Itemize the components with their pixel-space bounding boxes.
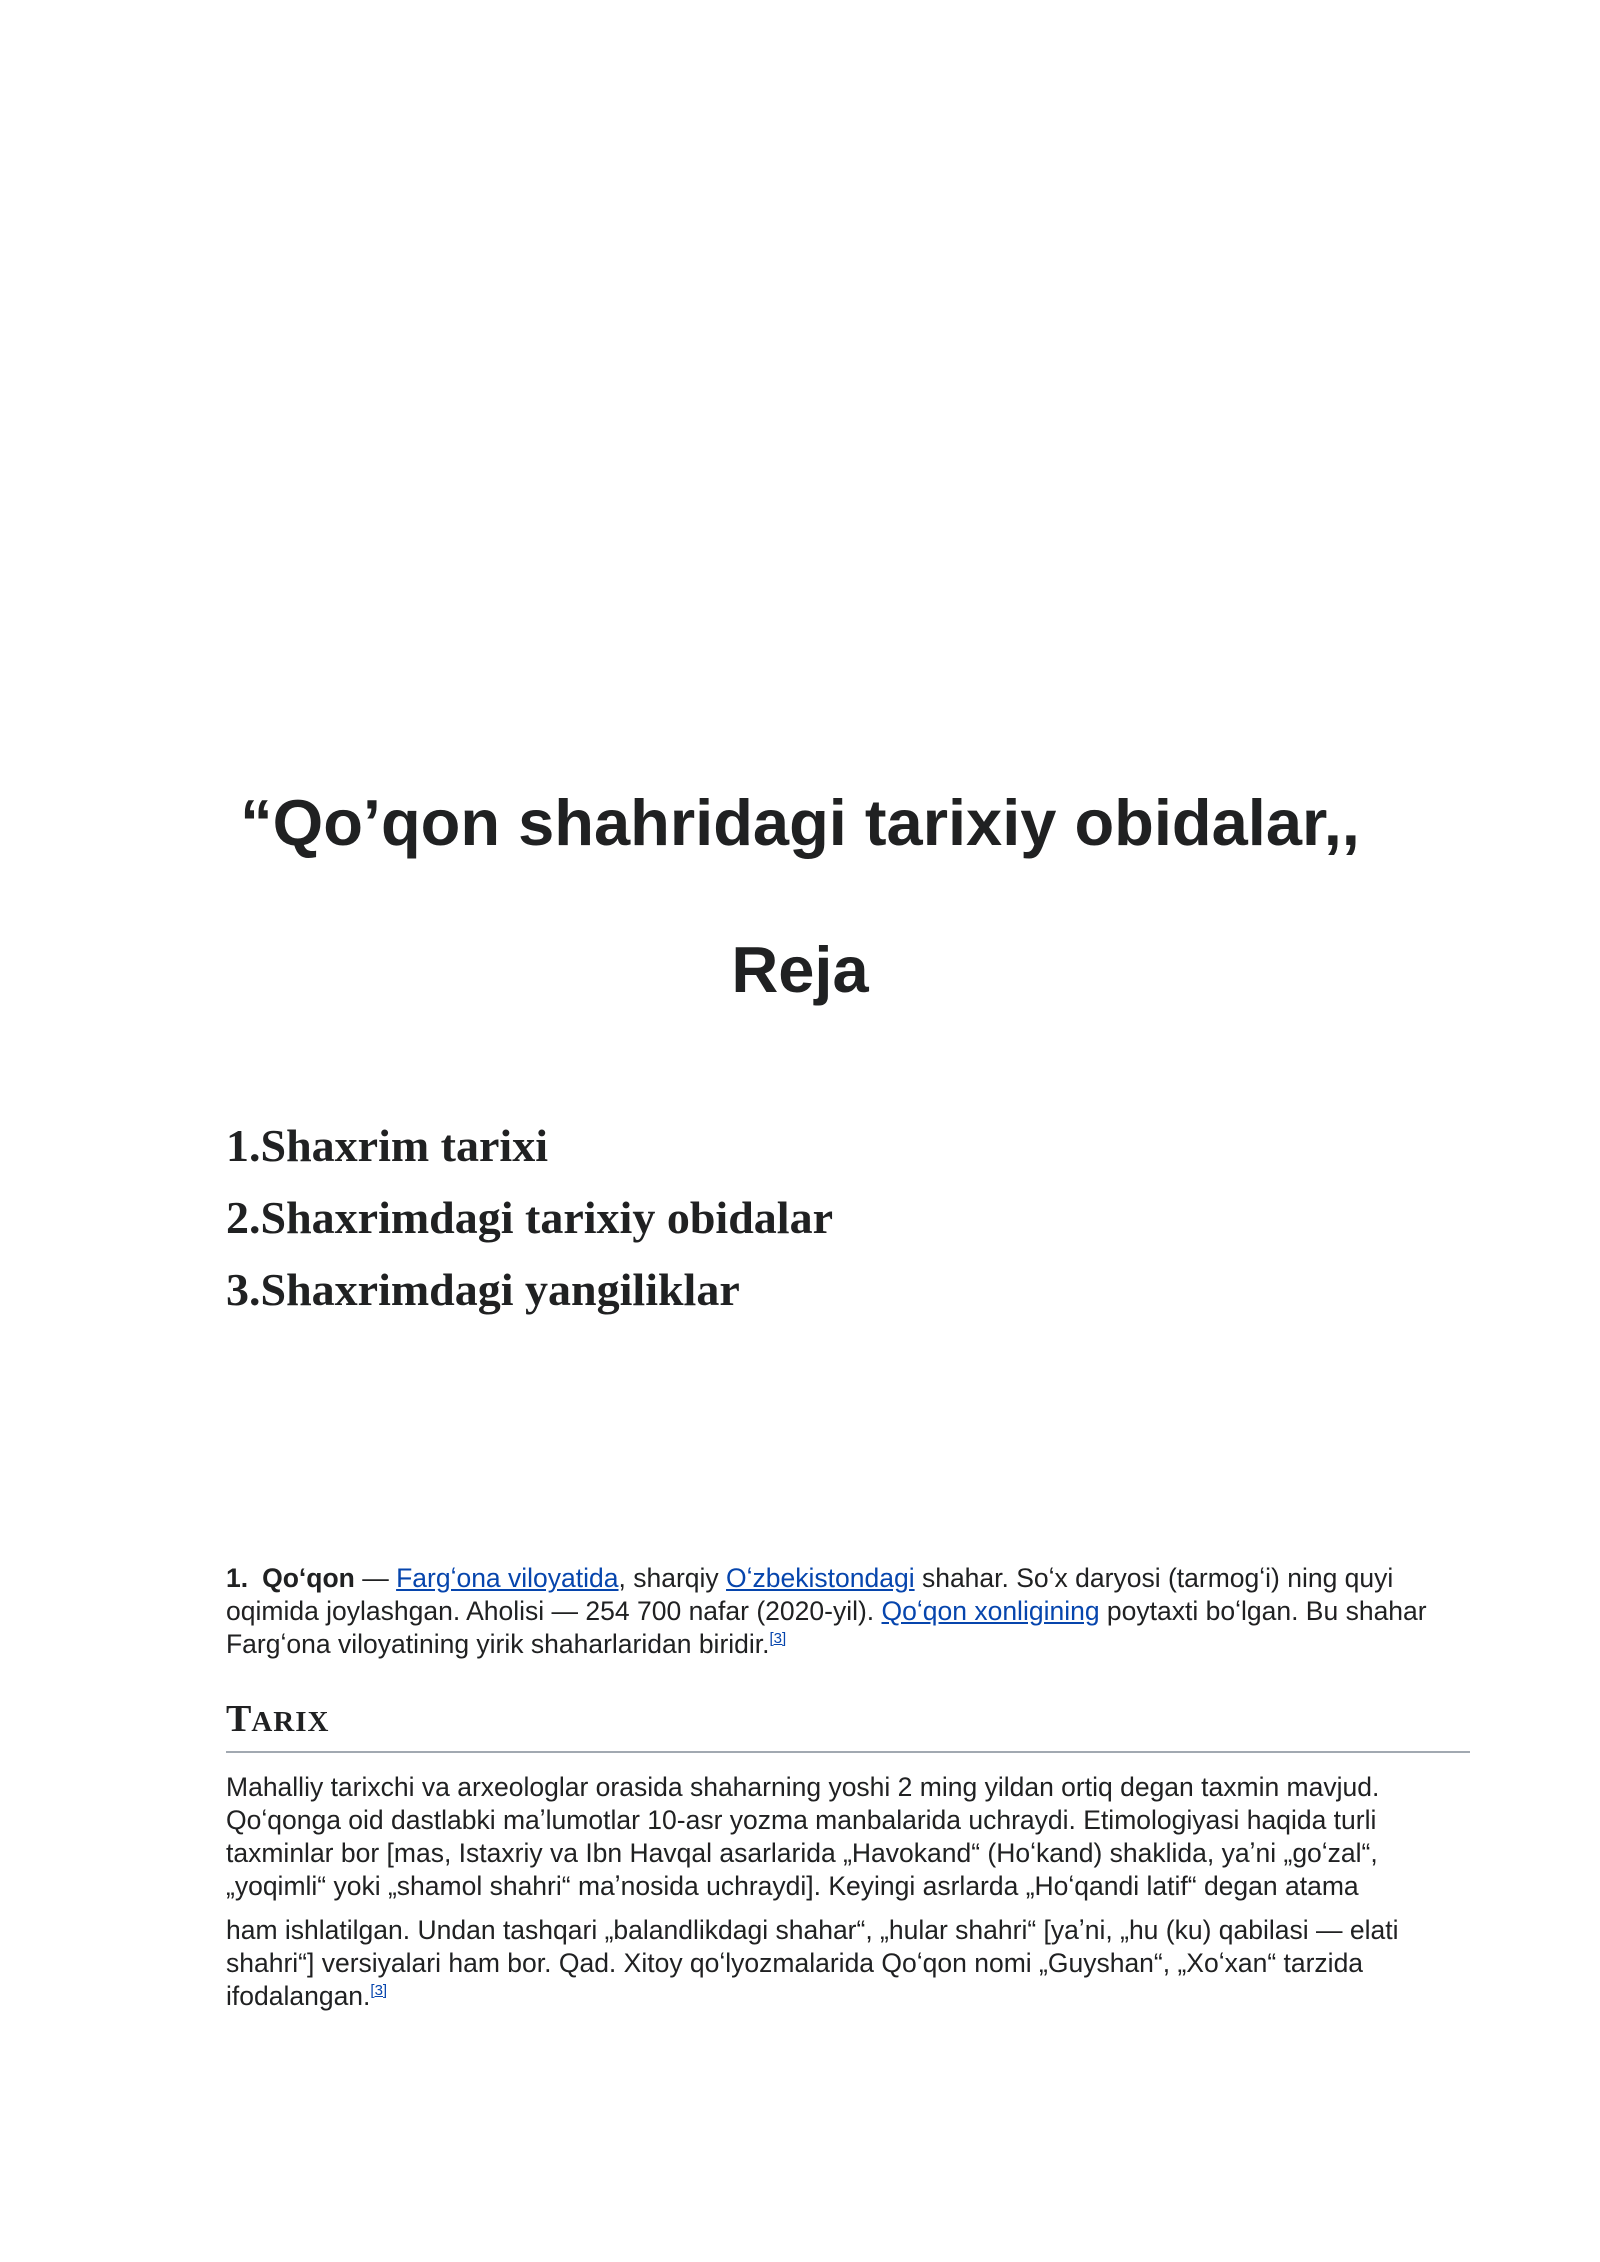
footnote-ref-link[interactable]: [3] bbox=[769, 1630, 787, 1648]
section-heading-rest: ARIX bbox=[251, 1706, 330, 1738]
intro-text: , sharqiy bbox=[618, 1563, 727, 1593]
plan-item: 1.Shaxrim tarixi bbox=[226, 1120, 548, 1171]
link-fargona-viloyati[interactable]: Fargʻona viloyatida bbox=[396, 1563, 619, 1593]
document-title: “Qo’qon shahridagi tarixiy obidalar,, bbox=[240, 786, 1360, 859]
intro-text: poytaxti boʻlgan. Bu shahar Fargʻona viloyatining yirik shaharlaridan biridir. bbox=[226, 1596, 1427, 1659]
history-paragraph-continued bbox=[226, 1914, 1476, 2013]
section-heading-tarix bbox=[226, 1694, 1470, 1753]
history-paragraph-text: ham ishlatilgan. Undan tashqari „balandlikdagi shahar“, „hular shahri“ [yaʼni, „hu (ku) qabilasi — elati shahri“] versiyalari ham bor. Qad. Xitoy qoʻlyozmalarida Qoʻqon nomi „Guyshan“, „Xoʻxan“ tarzida ifodalangan. bbox=[226, 1915, 1399, 2011]
link-qoqon-xonligi[interactable]: Qoʻqon xonligining bbox=[881, 1596, 1100, 1626]
intro-paragraph bbox=[226, 1562, 1476, 1661]
footnote-ref bbox=[370, 1982, 387, 1999]
plan-list bbox=[226, 1110, 833, 1326]
section-heading-initial: T bbox=[226, 1698, 252, 1740]
link-ozbekiston[interactable]: Oʻzbekistondagi bbox=[726, 1563, 915, 1593]
footnote-ref-link[interactable]: [3] bbox=[370, 1982, 388, 2000]
plan-item: 2.Shaxrimdagi tarixiy obidalar bbox=[226, 1192, 833, 1243]
history-paragraph: Mahalliy tarixchi va arxeologlar orasida shaharning yoshi 2 ming yildan ortiq degan taxmin mavjud. Qoʻqonga oid dastlabki maʼlumotlar 10-asr yozma manbalarida uchraydi. Etimologiyasi haqida turli taxminlar bor [mas, Istaxriy va Ibn Havqal asarlarida „Havokand“ (Hoʻkand) shaklida, yaʼni „goʻzal“, „yoqimli“ yoki „shamol shahri“ maʼnosida uchraydi]. Keyingi asrlarda „Hoʻqandi latif“ degan atama bbox=[226, 1772, 1380, 1901]
intro-text: shahar. Soʻx daryosi (tarmogʻi) ning quyi oqimida joylashgan. Aholisi — 254 700 nafar (2020-yil). bbox=[226, 1563, 1394, 1626]
intro-number: 1. bbox=[226, 1563, 249, 1593]
intro-dash: — bbox=[354, 1563, 397, 1593]
plan-heading: Reja bbox=[731, 933, 869, 1006]
footnote-ref bbox=[770, 1630, 787, 1647]
plan-item: 3.Shaxrimdagi yangiliklar bbox=[226, 1264, 740, 1315]
intro-term: Qoʻqon bbox=[262, 1563, 355, 1593]
